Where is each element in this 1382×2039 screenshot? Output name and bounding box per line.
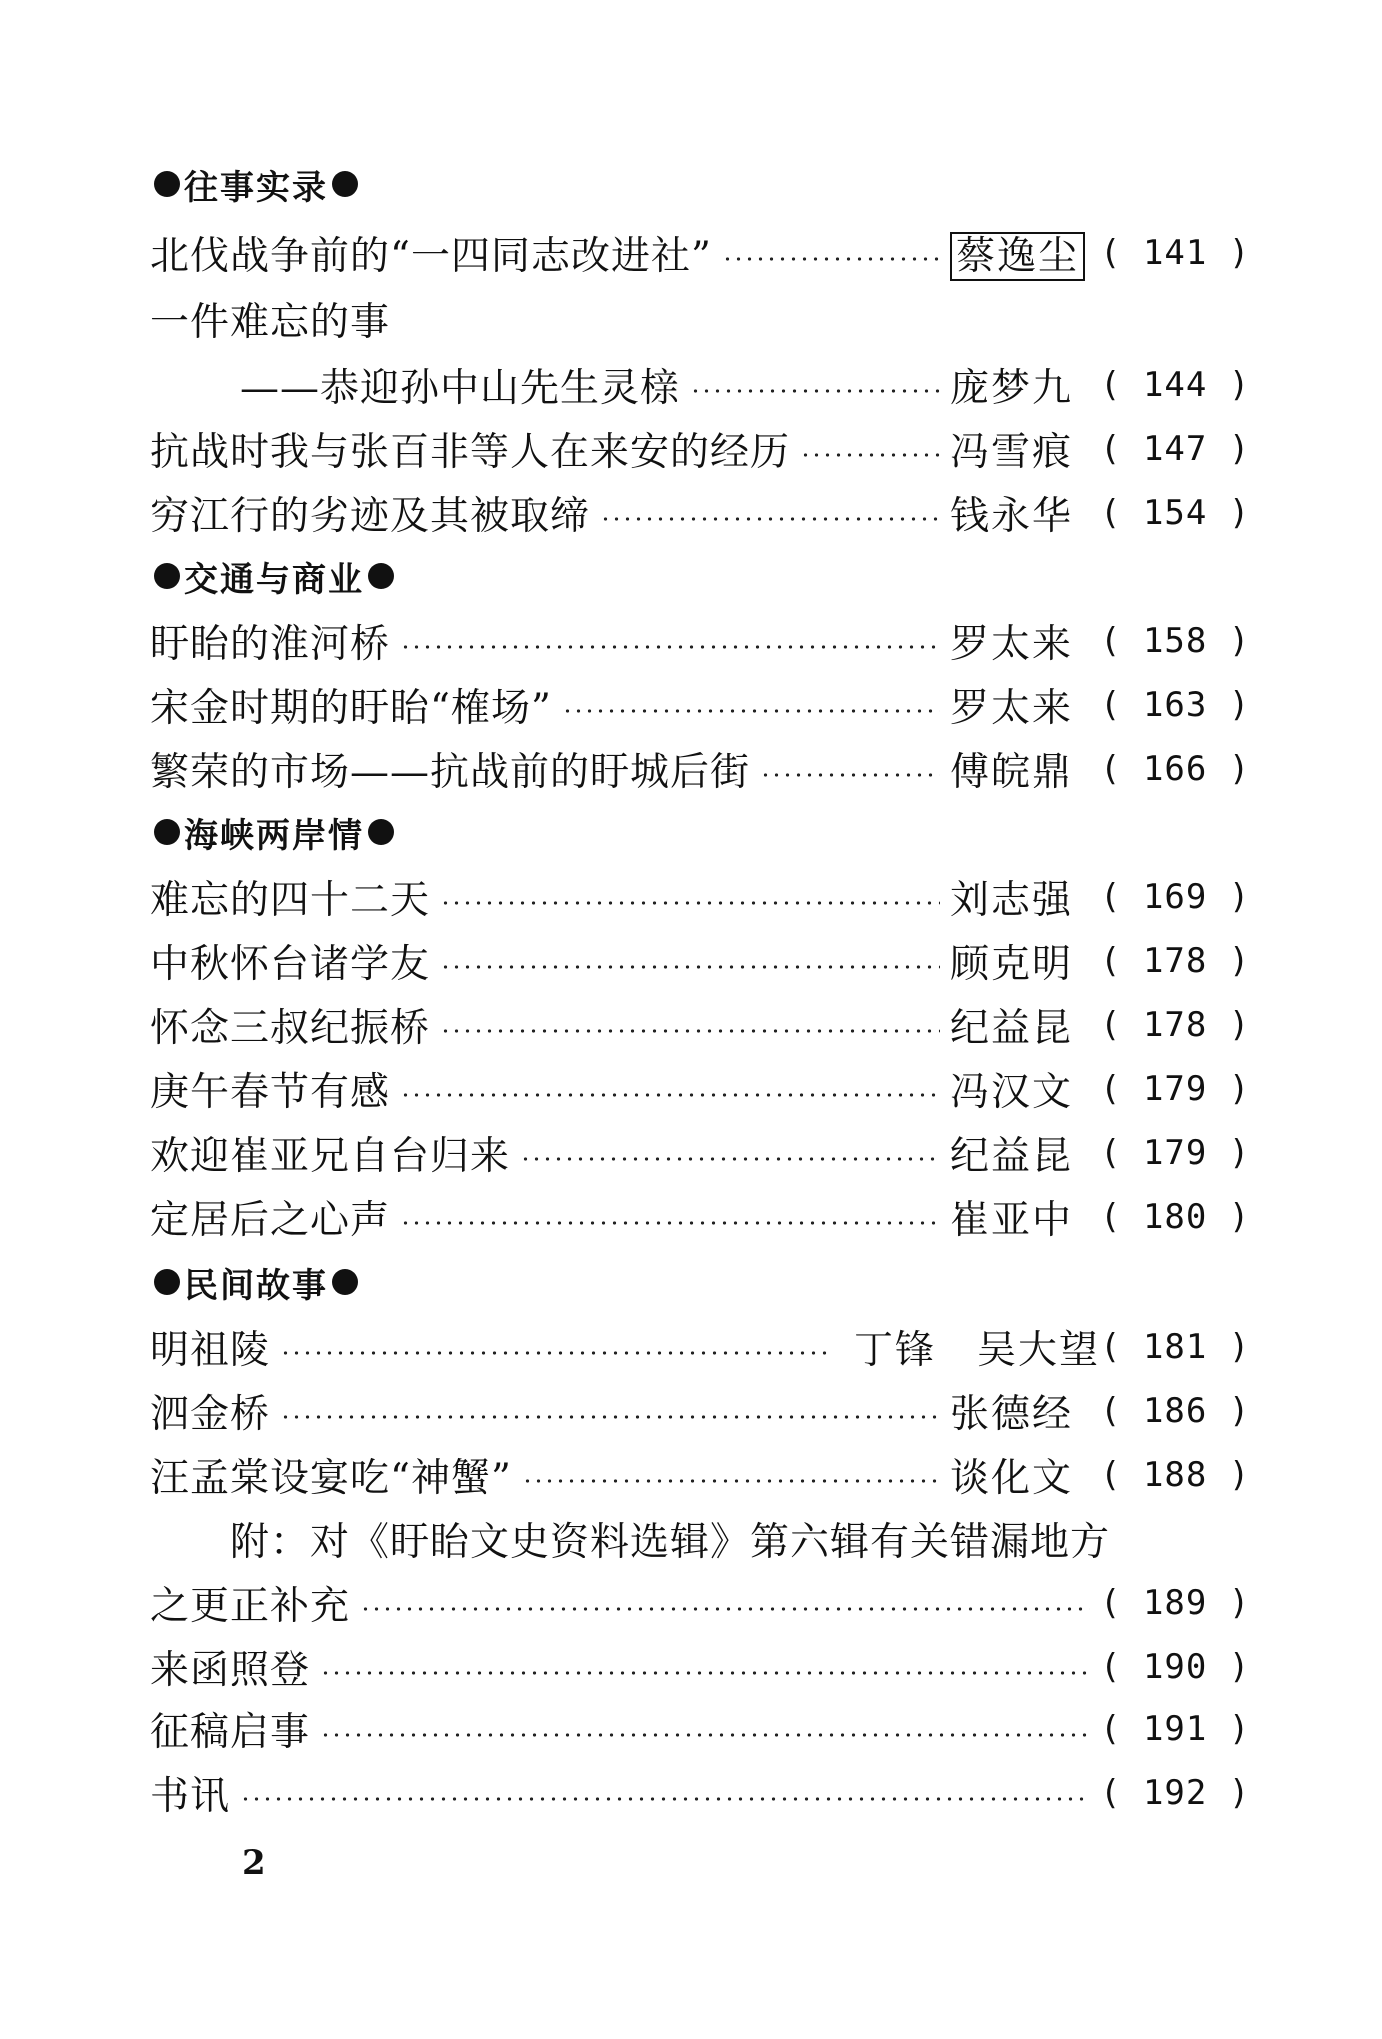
dot-leader — [722, 257, 940, 261]
dot-leader — [520, 1157, 940, 1161]
toc-entry — [150, 224, 1251, 282]
entry-page: ( 141 ) — [1100, 233, 1251, 273]
entry-author: 崔亚中 — [950, 1198, 1074, 1243]
entry-author: 罗太来 — [950, 686, 1074, 731]
section-title: 民间故事 — [184, 1265, 328, 1306]
entry-title: 抗战时我与张百非等人在来安的经历 — [150, 430, 791, 475]
section-title: 海峡两岸情 — [184, 815, 364, 856]
toc-entry — [150, 740, 1251, 798]
section-title: 交通与商业 — [184, 559, 364, 600]
bullet-icon — [368, 563, 394, 589]
toc-entry — [240, 356, 1251, 414]
bullet-icon — [154, 563, 180, 589]
toc-entry — [150, 1764, 1251, 1822]
toc-entry — [150, 1638, 1251, 1696]
entry-title: 怀念三叔纪振桥 — [150, 1006, 431, 1051]
appendix-note: 附：对《盱眙文史资料选辑》第六辑有关错漏地方 — [230, 1520, 1111, 1565]
dot-leader — [400, 645, 940, 649]
dot-leader — [400, 1221, 940, 1225]
entry-title: 难忘的四十二天 — [150, 878, 431, 923]
toc-entry — [150, 1382, 1251, 1440]
entry-page: ( 178 ) — [1100, 1005, 1251, 1045]
toc-entry — [150, 1700, 1251, 1758]
dot-leader — [800, 453, 940, 457]
entry-page: ( 178 ) — [1100, 941, 1251, 981]
entry-title: 一件难忘的事 — [150, 300, 391, 345]
entry-title: 定居后之心声 — [150, 1198, 391, 1243]
entry-page: ( 191 ) — [1100, 1709, 1251, 1749]
entry-author: 钱永华 — [950, 494, 1074, 539]
entry-author: 罗太来 — [950, 622, 1074, 667]
entry-page: ( 189 ) — [1100, 1583, 1251, 1623]
bullet-icon — [154, 171, 180, 197]
dot-leader — [440, 901, 940, 905]
toc-entry — [150, 1318, 1251, 1376]
entry-author: 冯雪痕 — [950, 430, 1074, 475]
entry-author — [950, 225, 1100, 281]
toc-entry — [150, 1060, 1251, 1118]
entry-author: 张德经 — [950, 1392, 1074, 1437]
bullet-icon — [154, 1269, 180, 1295]
dot-leader — [400, 1093, 940, 1097]
dot-leader — [690, 389, 940, 393]
entry-page: ( 186 ) — [1100, 1391, 1251, 1431]
entry-page: ( 154 ) — [1100, 493, 1251, 533]
entry-page: ( 158 ) — [1100, 621, 1251, 661]
toc-entry — [150, 1188, 1251, 1246]
entry-page: ( 180 ) — [1100, 1197, 1251, 1237]
entry-page: ( 179 ) — [1100, 1133, 1251, 1173]
entry-page: ( 179 ) — [1100, 1069, 1251, 1109]
entry-author: 冯汉文 — [950, 1070, 1074, 1115]
toc-entry — [150, 612, 1251, 670]
toc-entry — [150, 484, 1251, 542]
bullet-icon — [332, 1269, 358, 1295]
entry-page: ( 147 ) — [1100, 429, 1251, 469]
dot-leader — [522, 1479, 940, 1483]
entry-page: ( 181 ) — [1100, 1327, 1251, 1367]
entry-author: 纪益昆 — [950, 1006, 1074, 1051]
toc-entry — [150, 1124, 1251, 1182]
entry-author: 顾克明 — [950, 942, 1074, 987]
entry-title: 汪孟棠设宴吃“神蟹” — [150, 1456, 512, 1501]
entry-title: 北伐战争前的“一四同志改进社” — [150, 234, 712, 279]
entry-page: ( 188 ) — [1100, 1455, 1251, 1495]
section-heading — [150, 548, 398, 604]
toc-entry — [150, 932, 1251, 990]
entry-title: 中秋怀台诸学友 — [150, 942, 431, 987]
entry-page: ( 190 ) — [1100, 1647, 1251, 1687]
entry-title: 泗金桥 — [150, 1392, 271, 1437]
entry-title: 欢迎崔亚兄自台归来 — [150, 1134, 511, 1179]
entry-title: 明祖陵 — [150, 1328, 271, 1373]
entry-author: 谈化文 — [950, 1456, 1074, 1501]
entry-page: ( 163 ) — [1100, 685, 1251, 725]
entry-page: ( 169 ) — [1100, 877, 1251, 917]
entry-title: 征稿启事 — [150, 1710, 311, 1755]
entry-author: 纪益昆 — [950, 1134, 1074, 1179]
entry-title: 来函照登 — [150, 1648, 311, 1693]
entry-title: 盱眙的淮河桥 — [150, 622, 391, 667]
entry-page: ( 192 ) — [1100, 1773, 1251, 1813]
entry-page: ( 144 ) — [1100, 365, 1251, 405]
page-number: 2 — [242, 1843, 266, 1883]
dot-leader — [440, 965, 940, 969]
entry-page: ( 166 ) — [1100, 749, 1251, 789]
section-heading — [150, 156, 362, 212]
entry-title: 繁荣的市场——抗战前的盱城后街 — [150, 750, 751, 795]
entry-author: 刘志强 — [950, 878, 1074, 923]
entry-author: 丁锋 吴大望 — [853, 1328, 1100, 1373]
toc-entry — [150, 420, 1251, 478]
entry-title: 穷江行的劣迹及其被取缔 — [150, 494, 591, 539]
dot-leader — [760, 773, 940, 777]
section-heading — [150, 804, 398, 860]
bullet-icon — [154, 819, 180, 845]
toc-entry — [150, 676, 1251, 734]
dot-leader — [600, 517, 940, 521]
dot-leader — [440, 1029, 940, 1033]
dot-leader — [360, 1607, 1090, 1611]
toc-entry — [150, 996, 1251, 1054]
dot-leader — [320, 1733, 1090, 1737]
dot-leader — [320, 1671, 1090, 1675]
entry-title: 之更正补充 — [150, 1584, 351, 1629]
dot-leader — [562, 709, 940, 713]
toc-entry — [150, 1446, 1251, 1504]
entry-author: 庞梦九 — [950, 366, 1074, 411]
entry-subtitle: ——恭迎孙中山先生灵榇 — [240, 366, 681, 411]
author-box: 蔡逸尘 — [950, 232, 1085, 281]
section-heading — [150, 1254, 362, 1310]
toc-entry — [150, 868, 1251, 926]
entry-author: 傅皖鼎 — [950, 750, 1074, 795]
entry-title: 宋金时期的盱眙“榷场” — [150, 686, 552, 731]
entry-title: 书讯 — [150, 1774, 231, 1819]
bullet-icon — [332, 171, 358, 197]
dot-leader — [280, 1415, 940, 1419]
dot-leader — [240, 1797, 1090, 1801]
entry-title: 庚午春节有感 — [150, 1070, 391, 1115]
toc-entry — [150, 290, 1240, 348]
bullet-icon — [368, 819, 394, 845]
dot-leader — [280, 1351, 830, 1355]
toc-entry — [150, 1574, 1251, 1632]
section-title: 往事实录 — [184, 167, 328, 208]
